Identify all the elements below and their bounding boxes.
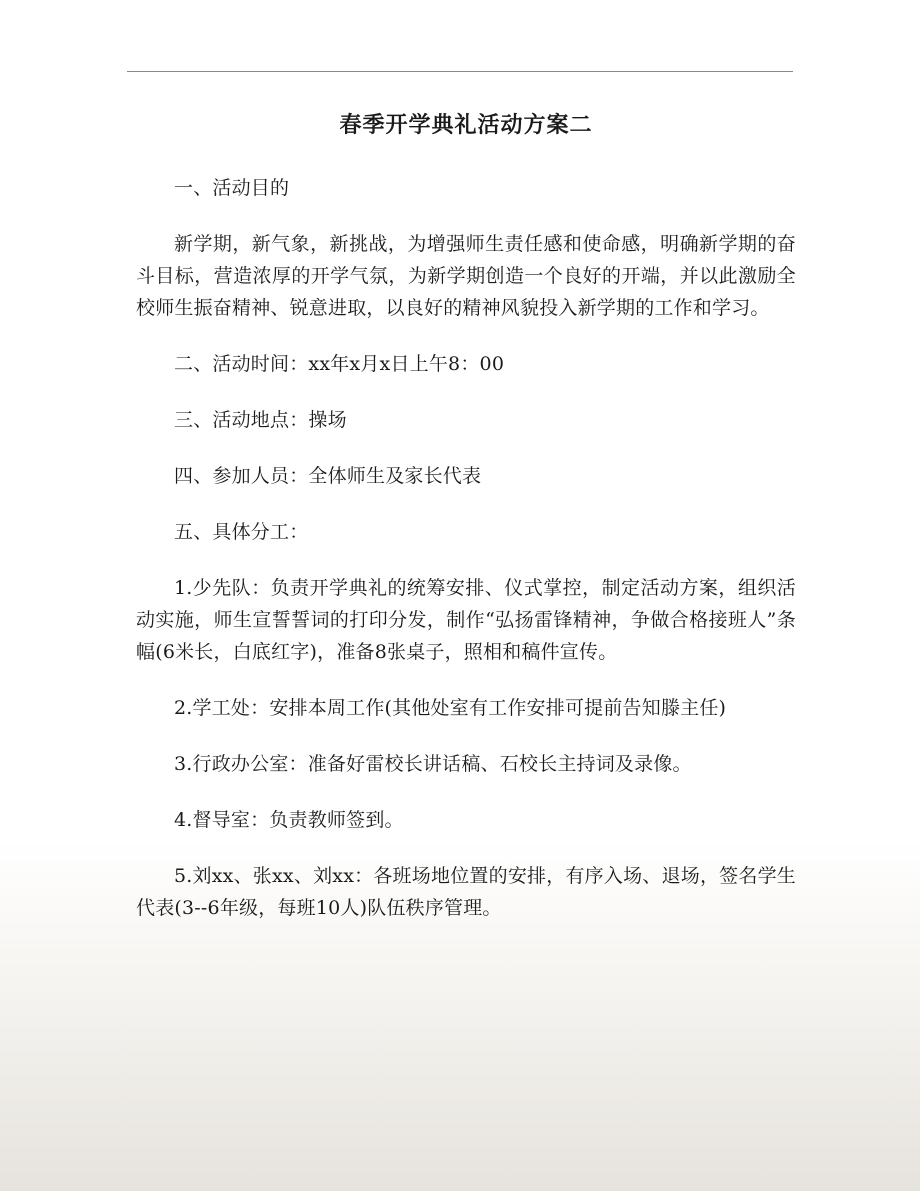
list-item-site-arrangement: 5.刘xx、张xx、刘xx：各班场地位置的安排，有序入场、退场，签名学生代表(3--6年级，每班10人)队伍秩序管理。 bbox=[136, 865, 796, 919]
paragraph-purpose-body: 新学期，新气象，新挑战，为增强师生责任感和使命感，明确新学期的奋斗目标，营造浓厚的开学气氛，为新学期创造一个良好的开端，并以此激励全校师生振奋精神、锐意进取，以良好的精神风貌投入新学期的工作和学习。 bbox=[136, 233, 796, 319]
section-heading-division: 五、具体分工： bbox=[174, 521, 309, 543]
section-heading-purpose: 一、活动目的 bbox=[174, 177, 290, 199]
header-rule bbox=[127, 71, 793, 72]
list-item-supervision-office: 4.督导室：负责教师签到。 bbox=[174, 809, 404, 831]
section-heading-participants: 四、参加人员：全体师生及家长代表 bbox=[174, 465, 482, 487]
list-item-young-pioneers: 1.少先队：负责开学典礼的统筹安排、仪式掌控，制定活动方案，组织活动实施，师生宣誓誓词的打印分发，制作“弘扬雷锋精神，争做合格接班人”条幅(6米长，白底红字)，准备8张桌子，照相和稿件宣传。 bbox=[136, 577, 796, 663]
document-title: 春季开学典礼活动方案二 bbox=[339, 112, 593, 138]
section-heading-time: 二、活动时间：xx年x月x日上午8：00 bbox=[174, 353, 505, 375]
list-item-student-affairs: 2.学工处：安排本周工作(其他处室有工作安排可提前告知滕主任) bbox=[174, 697, 727, 719]
section-heading-location: 三、活动地点：操场 bbox=[174, 409, 347, 431]
document-body bbox=[136, 104, 796, 924]
list-item-admin-office: 3.行政办公室：准备好雷校长讲话稿、石校长主持词及录像。 bbox=[174, 753, 692, 775]
